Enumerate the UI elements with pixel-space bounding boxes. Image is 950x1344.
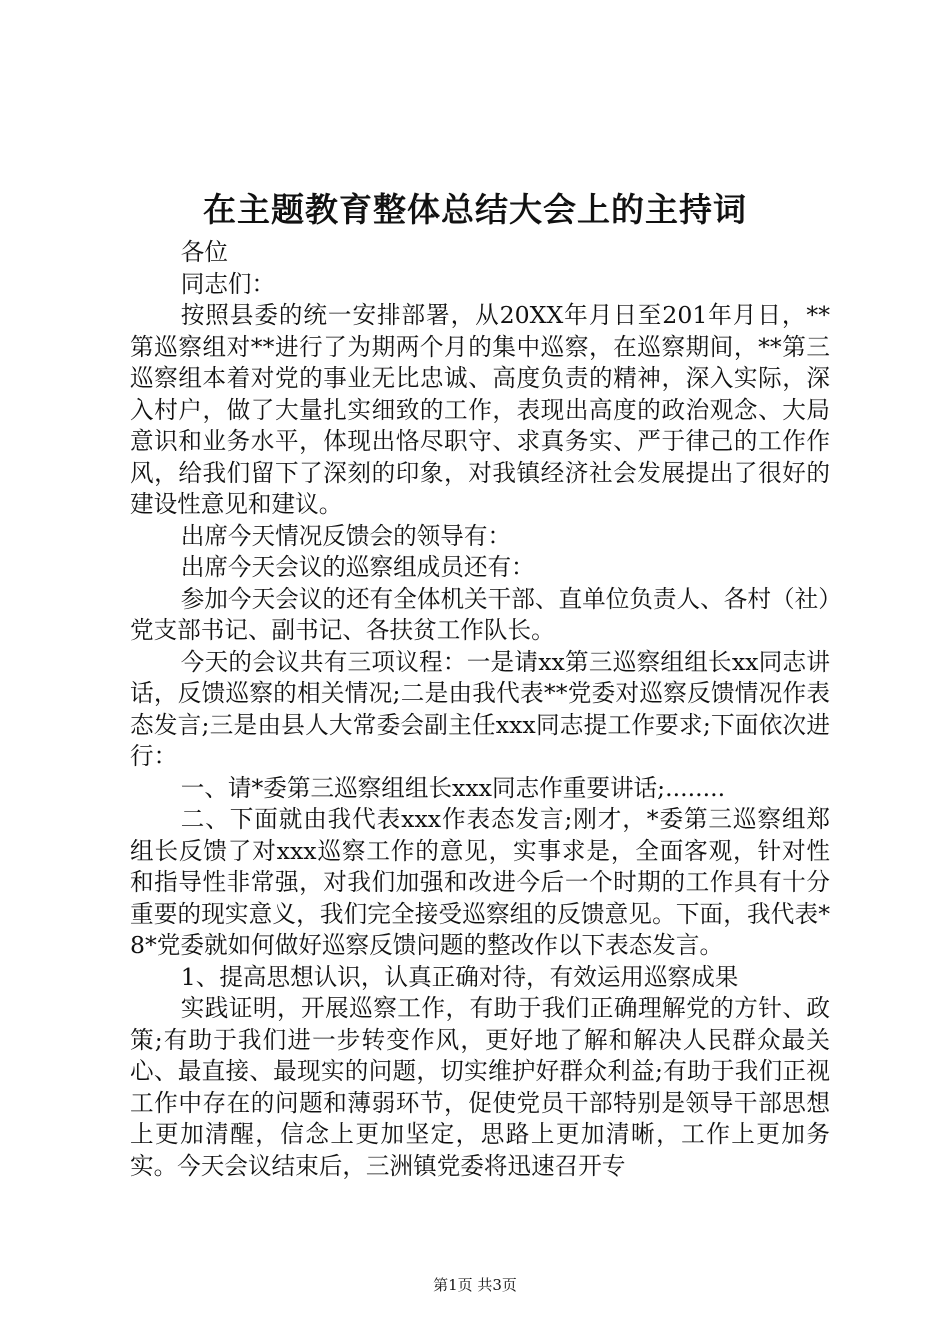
page-number-footer: 第1页 共3页 [433,1276,517,1294]
paragraph-leaders: 出席今天情况反馈会的领导有： [180,521,512,550]
section-heading-1: 1、提高思想认识，认真正确对待，有效运用巡察成果 [180,962,739,991]
paragraph-item-two: 二、下面就由我代表xxx作表态发言;刚才，*委第三巡察组郑组长反馈了对xxx巡察工作的意见，实事求是，全面客观，针对性和指导性非常强，对我们加强和改进今后一个时期的工作具有十分重要的现实意义，我们完全接受巡察组的反馈意见。下面，我代表*8*党委就如何做好巡察反馈问题的整改作以下表态发言。 [130,805,830,959]
salutation-line-2: 同志们： [180,269,276,298]
paragraph-agenda: 今天的会议共有三项议程：一是请xx第三巡察组组长xx同志讲话，反馈巡察的相关情况;二是由我代表**党委对巡察反馈情况作表态发言;三是由县人大常委会副主任xxx同志提工作要求;下面依次进行： [130,647,830,770]
paragraph-item-one: 一、请*委第三巡察组组长xxx同志作重要讲话;........ [180,773,726,802]
paragraph-opening: 按照县委的统一安排部署，从20XX年月日至201年月日，**第巡察组对**进行了为期两个月的集中巡察，在巡察期间，**第三巡察组本着对党的事业无比忠诚、高度负责的精神，深入实际，深入村户，做了大量扎实细致的工作，表现出高度的政治观念、大局意识和业务水平，体现出恪尽职守、求真务实、严于律己的工作作风，给我们留下了深刻的印象，对我镇经济社会发展提出了很好的建设性意见和建议。 [130,301,830,518]
paragraph-members: 出席今天会议的巡察组成员还有： [180,553,535,581]
paragraph-practice: 实践证明，开展巡察工作，有助于我们正确理解党的方针、政策;有助于我们进一步转变作风，更好地了解和解决人民群众最关心、最直接、最现实的问题，切实维护好群众利益;有助于我们正视工作中存在的问题和薄弱环节，促使党员干部特别是领导干部思想上更加清醒，信念上更加坚定，思路上更加清晰，工作上更加务实。今天会议结束后，三洲镇党委将迅速召开专 [130,994,830,1180]
document-title: 在主题教育整体总结大会上的主持词 [203,190,747,229]
document-body [130,237,830,1182]
salutation-line-1: 各位 [180,238,228,266]
paragraph-attendees: 参加今天会议的还有全体机关干部、直单位负责人、各村（社）党支部书记、副书记、各扶贫工作队长。 [130,584,830,644]
